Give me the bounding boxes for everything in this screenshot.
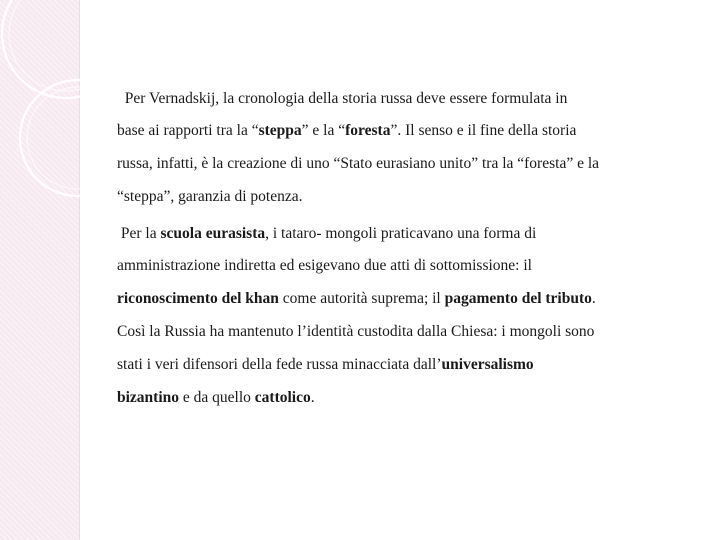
bold-term: foresta xyxy=(345,122,391,139)
bold-term: bizantino xyxy=(117,389,180,406)
bold-term: cattolico xyxy=(254,389,311,406)
text-line xyxy=(117,290,596,308)
text-run: . xyxy=(591,290,596,307)
text-line xyxy=(117,188,302,206)
text-run: ” e la “ xyxy=(301,122,346,139)
text-run: “steppa”, garanzia di potenza. xyxy=(117,188,303,205)
text-line xyxy=(117,155,599,173)
text-run: come autorità suprema; il xyxy=(278,290,445,307)
text-line xyxy=(117,225,536,243)
text-run: base ai rapporti tra la “ xyxy=(117,122,259,139)
text-line xyxy=(117,389,315,407)
text-line xyxy=(117,122,576,140)
text-run: russa, infatti, è la creazione di uno “Stato eurasiano unito” tra la “foresta” e la xyxy=(117,155,600,172)
text-line xyxy=(117,356,534,374)
bold-term: pagamento del tributo xyxy=(444,290,592,307)
bold-term: riconoscimento del khan xyxy=(117,290,279,307)
text-run: Così la Russia ha mantenuto l’identità custodita dalla Chiesa: i mongoli sono xyxy=(117,323,595,340)
text-run: amministrazione indiretta ed esigevano due atti di sottomissione: il xyxy=(117,257,532,274)
text-line xyxy=(117,323,594,341)
bold-term: universalismo xyxy=(441,356,534,373)
text-run: Per la xyxy=(117,225,161,242)
text-run: Per Vernadskij, la cronologia della storia russa deve essere formulata in xyxy=(117,90,568,107)
bold-term: steppa xyxy=(258,122,302,139)
text-run: , i tataro- mongoli praticavano una forma di xyxy=(265,225,537,242)
text-run: stati i veri difensori della fede russa minacciata dall’ xyxy=(117,356,442,373)
bold-term: scuola eurasista xyxy=(160,225,266,242)
text-line xyxy=(117,90,567,108)
text-run: e da quello xyxy=(179,389,255,406)
text-run: . xyxy=(310,389,315,406)
text-run: ”. Il senso e il fine della storia xyxy=(390,122,577,139)
text-line xyxy=(117,257,532,275)
